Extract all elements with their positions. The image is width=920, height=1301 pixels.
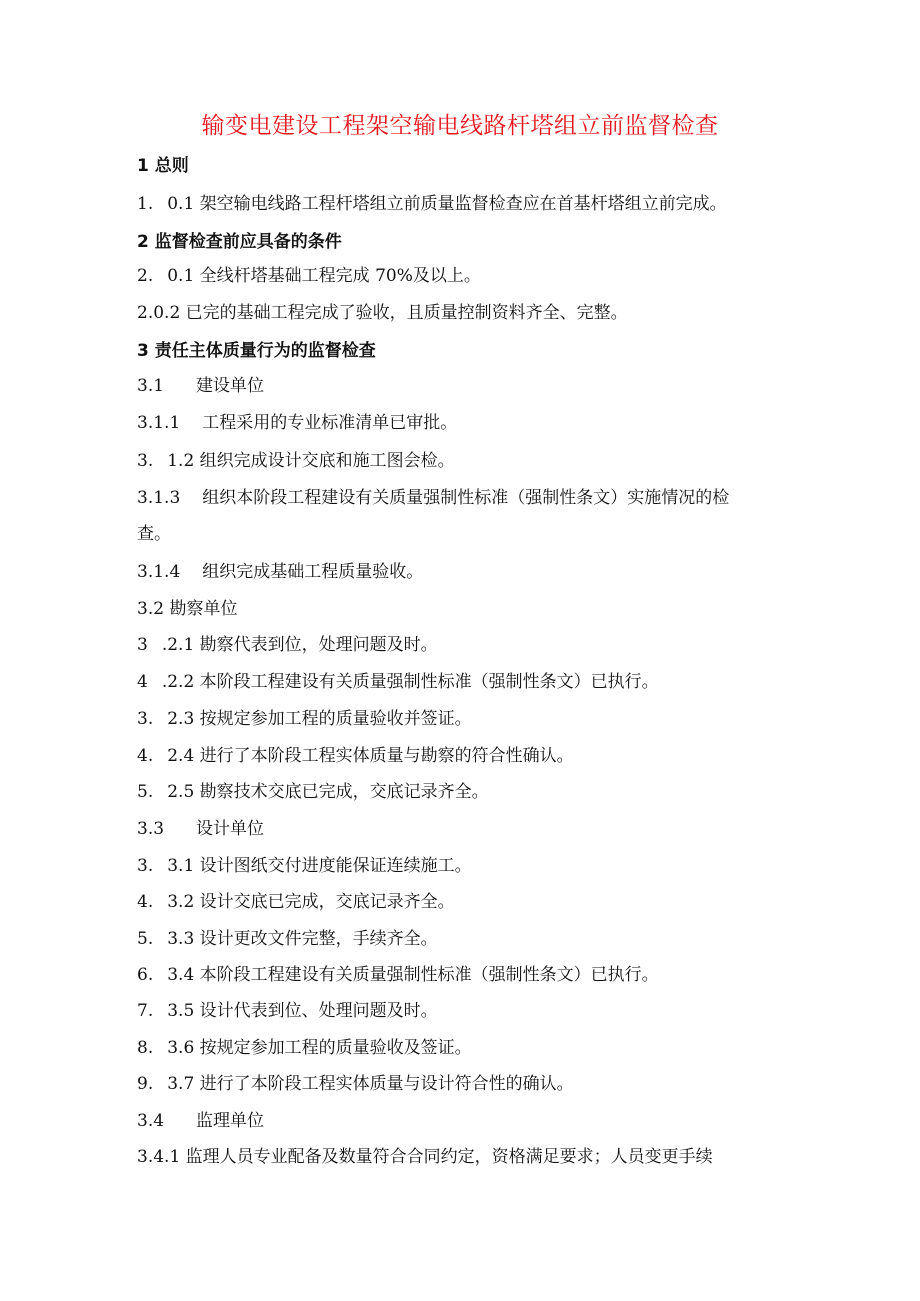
line-text: 设计单位: [196, 819, 265, 839]
text-line-14: [137, 671, 797, 693]
line-number: 3: [137, 341, 149, 361]
line-text: 监理单位: [196, 1111, 265, 1131]
line-number: 3.3: [137, 819, 165, 839]
line-text: 3.5 设计代表到位、处理问题及时。: [167, 1001, 438, 1021]
line-text: 3.4 本阶段工程建设有关质量强制性标准（强制性条文）已执行。: [167, 965, 659, 985]
line-number: 7.: [137, 1001, 154, 1021]
line-text: 工程采用的专业标准清单已审批。: [202, 413, 458, 433]
line-text: 1.2 组织完成设计交底和施工图会检。: [167, 451, 455, 471]
line-text: 已完的基础工程完成了验收，且质量控制资料齐全、完整。: [185, 303, 628, 323]
line-text: 3.3 设计更改文件完整，手续齐全。: [167, 929, 438, 949]
document-title: 输变电建设工程架空输电线路杆塔组立前监督检查: [201, 113, 719, 139]
line-number: 3.: [137, 709, 154, 729]
text-line-17: [137, 781, 797, 803]
line-text: .2.2 本阶段工程建设有关质量强制性标准（强制性条文）已执行。: [161, 672, 659, 692]
line-text: 责任主体质量行为的监督检查: [154, 341, 376, 361]
line-number: 2.: [137, 266, 154, 286]
line-text: 0.1 架空输电线路工程杆塔组立前质量监督检查应在首基杆塔组立前完成。: [167, 194, 727, 214]
line-number: 2.0.2: [137, 303, 181, 323]
line-number: 5.: [137, 929, 154, 949]
line-text: 2.5 勘察技术交底已完成，交底记录齐全。: [167, 782, 489, 802]
line-number: 2: [137, 232, 149, 252]
text-line-11: [137, 561, 797, 583]
line-text: 3.6 按规定参加工程的质量验收及签证。: [167, 1038, 472, 1058]
line-number: 3.: [137, 856, 154, 876]
line-number: 3.4.1: [137, 1147, 181, 1167]
line-text: 勘察单位: [169, 599, 238, 619]
line-number: 6.: [137, 965, 154, 985]
heading-line-2: [137, 231, 797, 253]
line-number: 3.1: [137, 376, 165, 396]
text-line-7: [137, 412, 797, 434]
line-number: 1: [137, 156, 149, 176]
text-line-4: [137, 302, 797, 324]
line-text: 3.7 进行了本阶段工程实体质量与设计符合性的确认。: [167, 1074, 574, 1094]
line-number: 3.2: [137, 599, 165, 619]
text-line-8: [137, 450, 797, 472]
text-line-3: [137, 265, 797, 287]
line-number: 3.4: [137, 1111, 165, 1131]
line-number: 4: [137, 672, 148, 692]
text-line-10: [137, 523, 797, 545]
line-text: 监督检查前应具备的条件: [154, 232, 342, 252]
line-number: 3.1.4: [137, 562, 181, 582]
text-line-15: [137, 708, 797, 730]
line-number: 3.: [137, 451, 154, 471]
line-text: 总则: [154, 156, 189, 176]
line-number: 3.1.1: [137, 413, 181, 433]
line-number: 1.: [137, 194, 154, 214]
text-line-21: [137, 928, 797, 950]
text-line-19: [137, 855, 797, 877]
line-text: 监理人员专业配备及数量符合合同约定，资格满足要求；人员变更手续: [185, 1147, 713, 1167]
line-number: 4.: [137, 746, 154, 766]
line-text: 建设单位: [196, 376, 265, 396]
heading-line-5: [137, 340, 797, 362]
text-line-22: [137, 964, 797, 986]
line-text: 3.1 设计图纸交付进度能保证连续施工。: [167, 856, 472, 876]
line-text: 3.2 设计交底已完成，交底记录齐全。: [167, 892, 455, 912]
text-line-13: [137, 634, 797, 656]
heading-line-0: [137, 155, 797, 177]
text-line-24: [137, 1037, 797, 1059]
line-text: 0.1 全线杆塔基础工程完成 70%及以上。: [167, 266, 481, 286]
line-number: 9.: [137, 1074, 154, 1094]
line-text: 组织完成基础工程质量验收。: [202, 562, 424, 582]
text-line-18: [137, 818, 797, 840]
text-line-12: [137, 598, 797, 620]
line-text: .2.1 勘察代表到位，处理问题及时。: [161, 635, 438, 655]
text-line-1: [137, 193, 797, 215]
line-text: 2.3 按规定参加工程的质量验收并签证。: [167, 709, 472, 729]
line-number: 4.: [137, 892, 154, 912]
text-line-23: [137, 1000, 797, 1022]
line-text: 2.4 进行了本阶段工程实体质量与勘察的符合性确认。: [167, 746, 574, 766]
line-number: 5.: [137, 782, 154, 802]
text-line-27: [137, 1146, 797, 1168]
line-number: 3: [137, 635, 148, 655]
text-line-9: [137, 487, 797, 509]
text-line-25: [137, 1073, 797, 1095]
text-line-16: [137, 745, 797, 767]
text-line-6: [137, 375, 797, 397]
text-line-26: [137, 1110, 797, 1132]
line-number: 3.1.3: [137, 488, 181, 508]
line-text: 组织本阶段工程建设有关质量强制性标准（强制性条文）实施情况的检: [202, 488, 730, 508]
line-text: 查。: [137, 524, 171, 544]
text-line-20: [137, 891, 797, 913]
line-number: 8.: [137, 1038, 154, 1058]
